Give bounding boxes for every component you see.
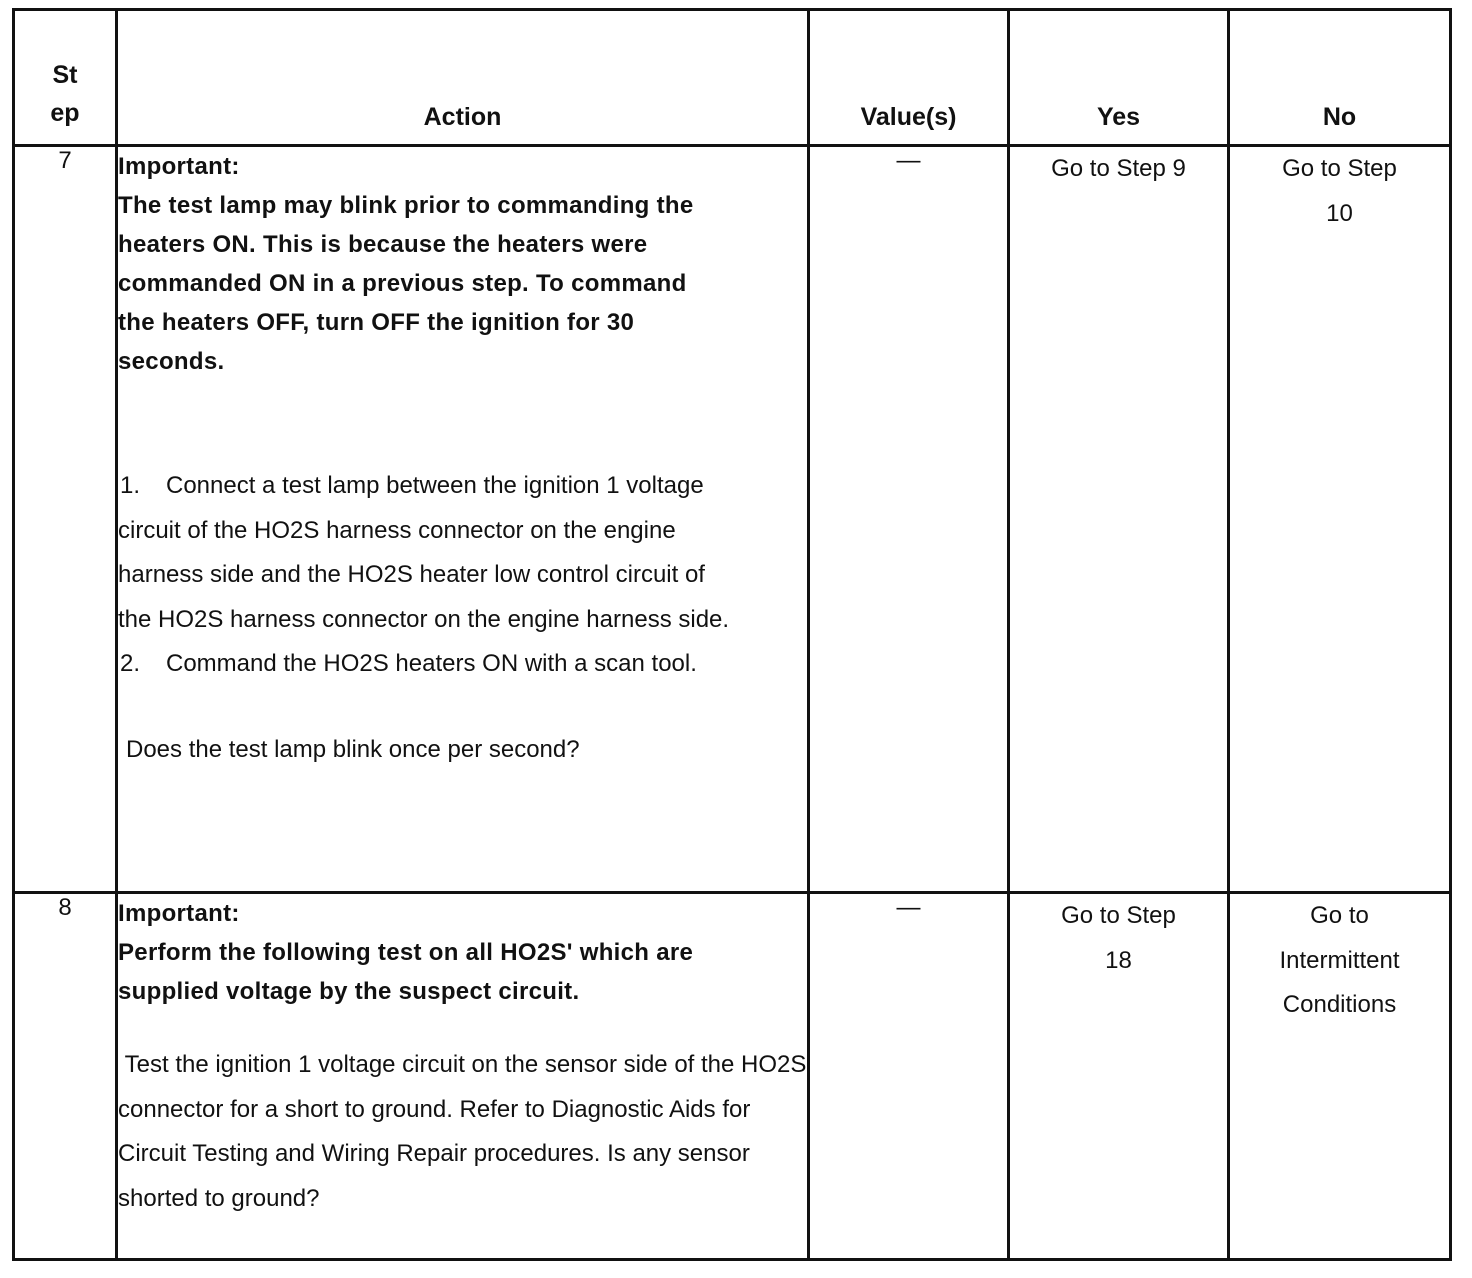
header-action: Action	[117, 10, 809, 146]
no-cell	[1229, 146, 1451, 893]
important-label: Important:	[118, 900, 240, 927]
table-row-step-7	[14, 146, 1451, 893]
action-cell	[117, 146, 809, 893]
no-text-line2: 10	[1326, 199, 1353, 227]
yes-text-line2: 18	[1105, 946, 1132, 974]
step-number: 8	[14, 893, 117, 1260]
step-number: 7	[14, 146, 117, 893]
action-cell	[117, 893, 809, 1260]
header-step-line2: ep	[50, 99, 80, 127]
value-text: —	[896, 894, 921, 921]
list-item-text: Command the HO2S heaters ON with a scan tool.	[166, 650, 697, 677]
no-text-line3: Conditions	[1282, 991, 1397, 1018]
no-cell	[1229, 893, 1451, 1260]
header-row	[14, 10, 1451, 146]
no-text-line1: Go to	[1310, 902, 1369, 929]
value-cell	[809, 893, 1009, 1260]
important-note: The test lamp may blink prior to commanding the heaters ON. This is because the heaters were commanded ON in a previous step. To command the heaters OFF, turn OFF the ignition for 30 seconds.	[118, 192, 694, 375]
yes-text-line1: Go to Step	[1061, 902, 1176, 929]
value-text: —	[896, 147, 921, 174]
no-text-line2: Intermittent	[1279, 946, 1400, 974]
list-item-text: Connect a test lamp between the ignition 1 voltage circuit of the HO2S harness connector on the engine harness side and the HO2S heater low control circuit of the HO2S harness connector on the engine harness side.	[118, 472, 730, 633]
header-no: No	[1229, 10, 1451, 146]
table-row-step-8	[14, 893, 1451, 1260]
action-body-text	[118, 1043, 807, 1221]
important-note: Perform the following test on all HO2S' which are supplied voltage by the suspect circuit.	[118, 939, 694, 1005]
yes-cell	[1009, 893, 1229, 1260]
action-steps-list	[118, 464, 733, 687]
no-text-line1: Go to Step	[1282, 155, 1397, 182]
list-item-number: 2.	[120, 650, 141, 677]
yes-cell	[1009, 146, 1229, 893]
header-yes: Yes	[1009, 10, 1229, 146]
diagnostic-table	[12, 8, 1452, 1261]
header-step	[14, 10, 117, 146]
action-body-span: Test the ignition 1 voltage circuit on the sensor side of the HO2S connector for a short to ground. Refer to Diagnostic Aids for Circuit Testing and Wiring Repair procedures. Is any sensor shorted to ground?	[118, 1051, 807, 1212]
header-step-line1: St	[52, 61, 78, 89]
yes-text-line1: Go to Step 9	[1051, 155, 1186, 182]
important-label: Important:	[118, 153, 240, 180]
value-cell	[809, 146, 1009, 893]
list-item-number: 1.	[120, 472, 141, 499]
list-item	[118, 642, 733, 687]
question-text: Does the test lamp blink once per second?	[126, 735, 580, 763]
header-values: Value(s)	[809, 10, 1009, 146]
list-item	[118, 464, 733, 642]
